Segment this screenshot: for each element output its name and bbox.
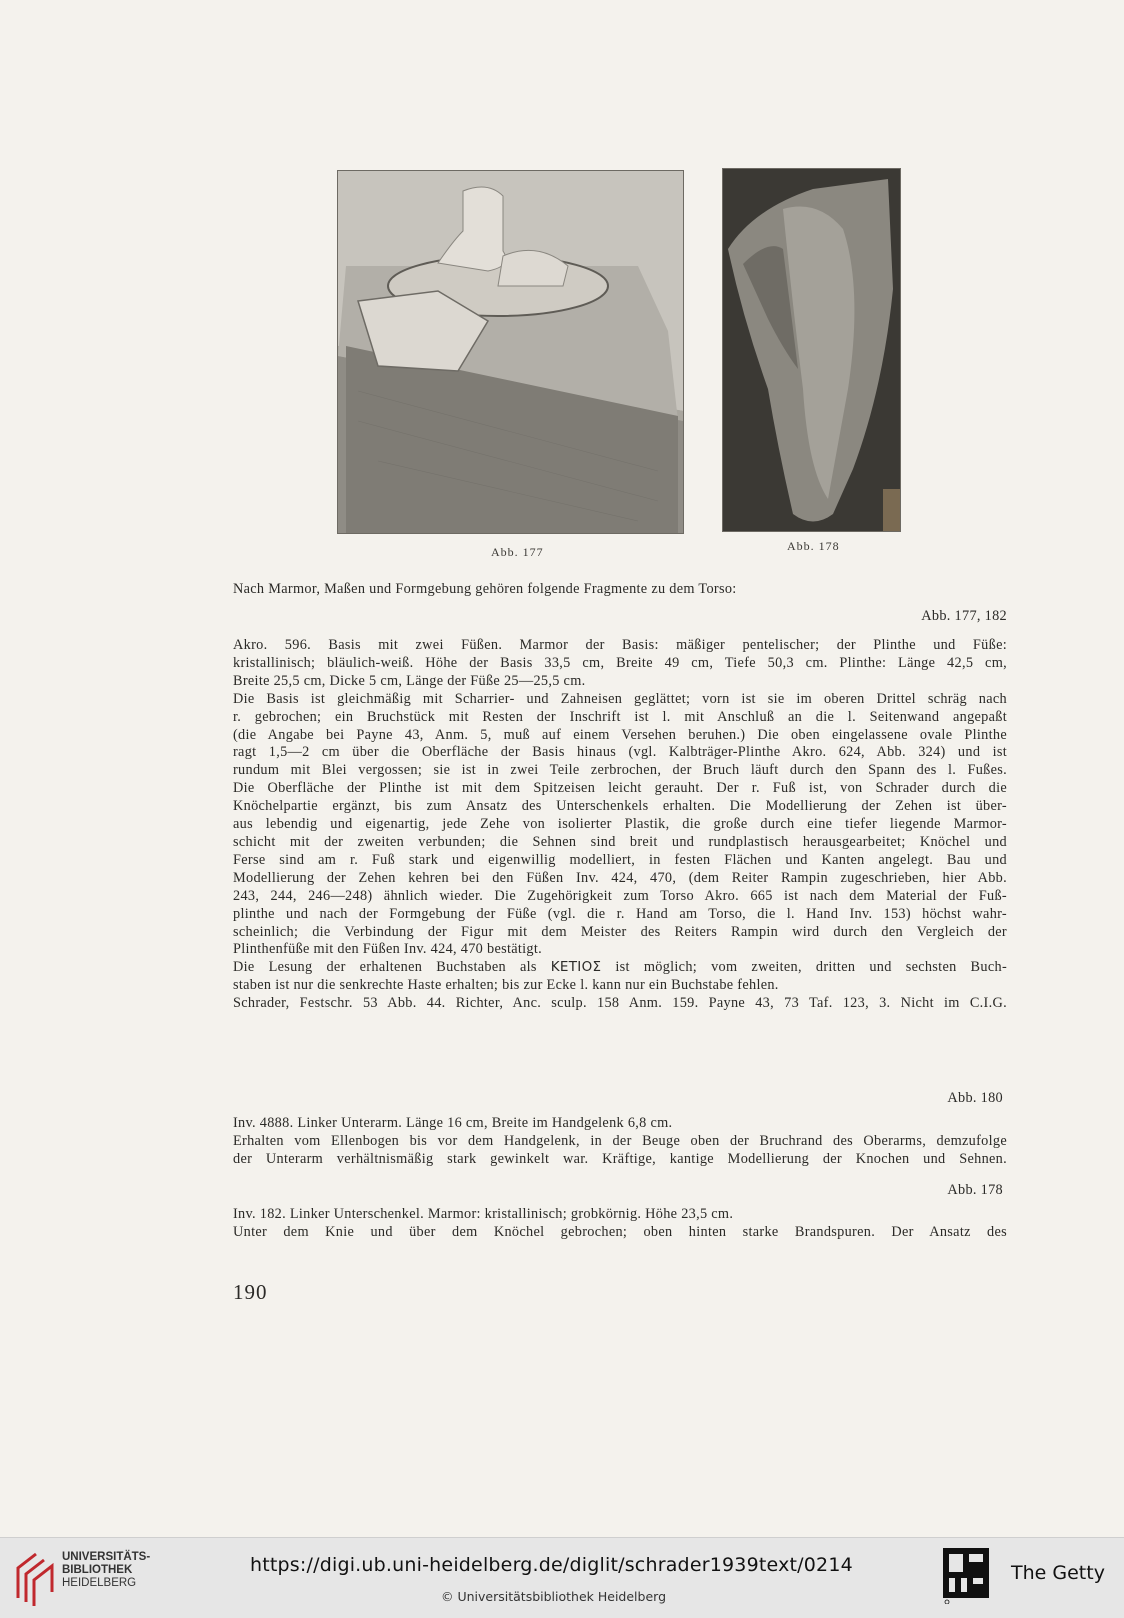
text-line: der Unterarm verhältnismäßig stark gewinkelt war. Kräftige, kantige Modellierung der Knochen und Sehnen. bbox=[233, 1150, 1007, 1167]
figure-reference-text: Abb. 180 bbox=[947, 1090, 1003, 1106]
university-library-name bbox=[62, 1551, 150, 1590]
figure-reference-text: Abb. 178 bbox=[947, 1182, 1003, 1198]
figure-reference-text: Abb. 177, 182 bbox=[921, 608, 1007, 624]
library-name-line: HEIDELBERG bbox=[62, 1577, 137, 1589]
lower-leg-image bbox=[723, 169, 900, 531]
copyright-notice: © Universitätsbibliothek Heidelberg bbox=[441, 1589, 667, 1604]
intro-paragraph bbox=[233, 581, 1007, 599]
catalog-entry-inv-182 bbox=[233, 1206, 1007, 1242]
catalog-entry-inv-4888 bbox=[233, 1115, 1007, 1169]
text-line: Unter dem Knie und über dem Knöchel gebrochen; oben hinten starke Brandspuren. Der Ansatz des bbox=[233, 1223, 1007, 1240]
catalog-entry-akro-596 bbox=[233, 637, 1007, 1013]
text-line: Plinthenfüße mit den Füßen Inv. 424, 470 bestätigt. bbox=[233, 941, 543, 958]
greek-inscription: ΚΕΤΙΟΣ bbox=[550, 959, 602, 976]
getty-name: The Getty bbox=[1011, 1562, 1105, 1584]
bibliography-line: Schrader, Festschr. 53 Abb. 44. Richter, Anc. sculp. 158 Anm. 159. Payne 43, 73 Taf. 123, 3. Nicht im C.I.G. bbox=[233, 995, 1007, 1012]
text-line: Akro. 596. Basis mit zwei Füßen. Marmor der Basis: mäßiger pentelischer; der Plinthe und Füße: bbox=[233, 637, 1007, 653]
figure-178-photo bbox=[722, 168, 901, 532]
library-name-line: BIBLIOTHEK bbox=[62, 1564, 133, 1576]
page-number: 190 bbox=[233, 1280, 268, 1304]
text-line: Knöchelpartie ergänzt, bis zum Ansatz des Unterschenkels erhalten. Die Modellierung der Zehen ist über- bbox=[233, 798, 1007, 815]
text-line: schicht mit der zweiten verbunden; die Sehnen sind breit und rundplastisch herausgearbeitet; Knöchel und bbox=[233, 833, 1007, 850]
intro-line: Nach Marmor, Maßen und Formgebung gehören folgende Fragmente zu dem Torso: bbox=[233, 581, 737, 597]
text-line: Die Basis ist gleichmäßig mit Scharrier- und Zahneisen geglättet; vorn ist sie im oberen Drittel schräg nach bbox=[233, 690, 1007, 707]
base-with-feet-image bbox=[338, 171, 683, 533]
inscription-reading-line bbox=[233, 959, 1007, 977]
text-line: ragt 1,5—2 cm über die Oberfläche der Basis hinaus (vgl. Kalbträger-Plinthe Akro. 624, Abb. 324) und ist bbox=[233, 744, 1007, 761]
figure-178-caption: Abb. 178 bbox=[787, 539, 840, 553]
text-line: Die Oberfläche der Plinthe ist mit dem Spitzeisen leicht gerauht. Der r. Fuß ist, von Schrader durch die bbox=[233, 780, 1007, 797]
text-line: (die Angabe bei Payne 43, Anm. 5, muß auf einem Versehen beruhen.) Die oben eingelassene ovale Plinthe bbox=[233, 726, 1007, 743]
figure-reference bbox=[233, 1090, 1003, 1108]
text-line: Erhalten vom Ellenbogen bis vor dem Handgelenk, in der Beuge oben der Bruchrand des Oberarms, demzufolge bbox=[233, 1132, 1007, 1149]
text-line: r. gebrochen; ein Bruchstück mit Resten der Inschrift ist l. mit Anschluß an die l. Seitenwand angepaßt bbox=[233, 708, 1007, 725]
text-line: Modellierung der Zehen kehren bei den Füßen Inv. 424, 470, (dem Reiter Rampin zugeschrieben, hier Abb. bbox=[233, 869, 1007, 886]
text-fragment: Die Lesung der erhaltenen Buchstaben als bbox=[233, 959, 537, 976]
university-library-logo-icon[interactable] bbox=[14, 1548, 62, 1606]
figure-177-photo bbox=[337, 170, 684, 534]
text-line: aus lebendig und eigenartig, jede Zehe von isolierter Plastik, die große durch eine tiefer liegende Marmor- bbox=[233, 816, 1007, 833]
text-line: Ferse sind am r. Fuß stark und eigenwillig modelliert, in festen Flächen und Kanten angelegt. Bau und bbox=[233, 851, 1007, 868]
text-line: scheinlich; die Verbindung der Figur mit dem Meister des Reiters Rampin wird durch den Vergleich der bbox=[233, 923, 1007, 940]
permalink-url[interactable]: https://digi.ub.uni-heidelberg.de/diglit/schrader1939text/0214 bbox=[250, 1554, 853, 1576]
figure-reference bbox=[233, 608, 1007, 626]
text-fragment: ist möglich; vom zweiten, dritten und sechsten Buch- bbox=[615, 959, 1008, 976]
text-line: Inv. 4888. Linker Unterarm. Länge 16 cm, Breite im Handgelenk 6,8 cm. bbox=[233, 1115, 673, 1131]
text-line: Breite 25,5 cm, Dicke 5 cm, Länge der Füße 25—25,5 cm. bbox=[233, 672, 586, 689]
getty-logo-icon[interactable] bbox=[943, 1548, 989, 1604]
text-line: 243, 244, 246—248) ähnlich wieder. Die Zugehörigkeit zum Torso Akro. 665 ist nach dem Material der Fuß- bbox=[233, 887, 1007, 904]
text-line: Inv. 182. Linker Unterschenkel. Marmor: kristallinisch; grobkörnig. Höhe 23,5 cm. bbox=[233, 1206, 734, 1222]
text-line: staben ist nur die senkrechte Haste erhalten; bis zur Ecke l. kann nur ein Buchstabe fehlen. bbox=[233, 977, 779, 994]
figure-reference bbox=[233, 1182, 1003, 1200]
figure-177-caption: Abb. 177 bbox=[491, 545, 544, 559]
library-name-line: UNIVERSITÄTS- bbox=[62, 1551, 151, 1563]
viewer-footer bbox=[0, 1537, 1124, 1618]
text-line: rundum mit Blei vergossen; sie ist in zwei Teile zerbrochen, der Bruch läuft durch den Spann des l. Fußes. bbox=[233, 762, 1007, 779]
text-line: plinthe und nach der Formgebung der Füße (vgl. die r. Hand am Torso, die l. Hand Inv. 153) höchst wahr- bbox=[233, 905, 1007, 922]
text-line: kristallinisch; bläulich-weiß. Höhe der Basis 33,5 cm, Breite 49 cm, Tiefe 50,3 cm. Plinthe: Länge 42,5 cm, bbox=[233, 654, 1007, 671]
